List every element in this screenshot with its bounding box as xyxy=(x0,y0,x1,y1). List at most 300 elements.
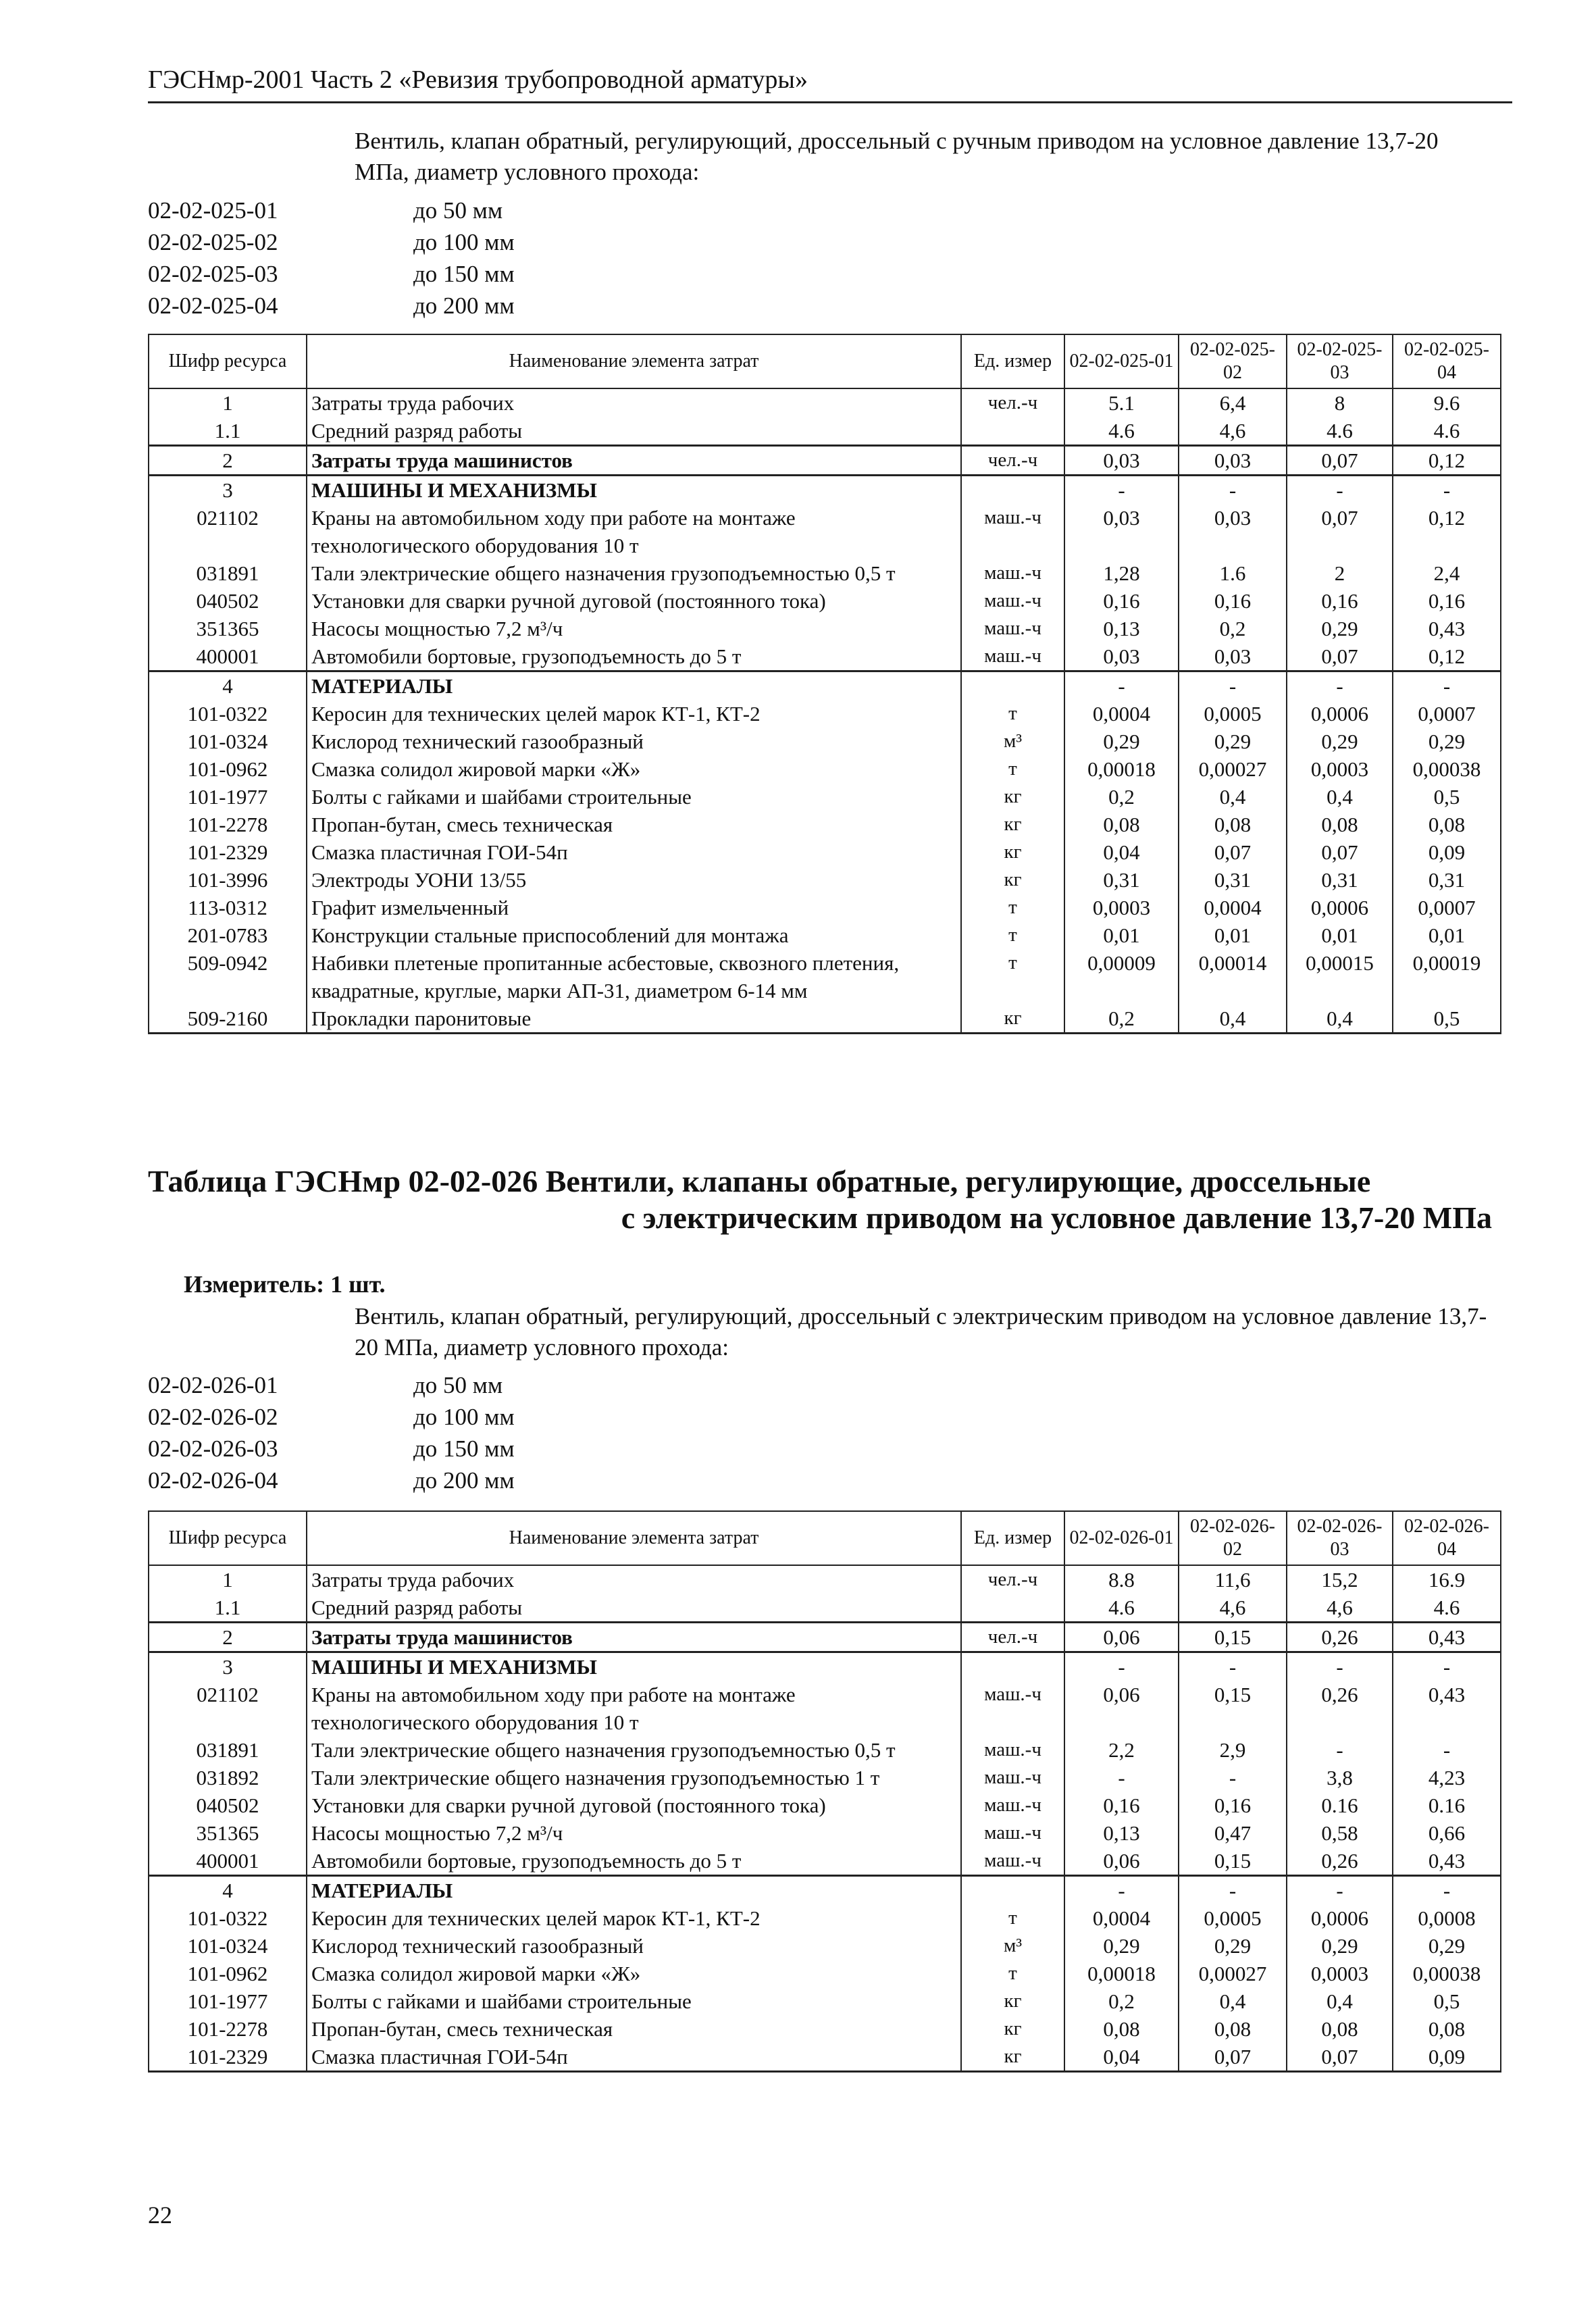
value-cell: 0,03 xyxy=(1064,642,1179,671)
cost-element-name: Установки для сварки ручной дуговой (постоянного тока) xyxy=(307,1791,961,1819)
value-cell: 16.9 xyxy=(1393,1565,1501,1594)
value-cell: 0,00009 xyxy=(1064,949,1179,1005)
value-cell: 0,58 xyxy=(1287,1819,1393,1847)
cost-element-name: Графит измельченный xyxy=(307,894,961,921)
value-cell: 0,07 xyxy=(1287,2043,1393,2072)
table-row xyxy=(149,1960,1501,1987)
resource-code: 509-0942 xyxy=(149,949,307,1005)
value-cell: 0,0004 xyxy=(1179,894,1287,921)
column-header: Наименование элемента затрат xyxy=(307,1511,961,1565)
value-cell: 0,0006 xyxy=(1287,1904,1393,1932)
value-cell: 0,4 xyxy=(1287,1005,1393,1034)
unit: т xyxy=(961,921,1064,949)
table-header-row xyxy=(149,334,1501,388)
table-row xyxy=(149,949,1501,1005)
unit: маш.-ч xyxy=(961,615,1064,642)
unit: кг xyxy=(961,811,1064,838)
page-number: 22 xyxy=(148,2202,172,2229)
cost-element-name: Набивки плетеные пропитанные асбестовые, сквозного плетения, квадратные, круглые, марки АП-31, диаметром 6-14 мм xyxy=(307,949,961,1005)
resource-code: 201-0783 xyxy=(149,921,307,949)
unit: т xyxy=(961,1904,1064,1932)
resource-table-026 xyxy=(148,1510,1501,2073)
value-cell: 0,12 xyxy=(1393,446,1501,476)
item-code: 02-02-025-04 xyxy=(148,293,278,319)
value-cell: 0,15 xyxy=(1179,1681,1287,1736)
table-row xyxy=(149,783,1501,811)
resource-code: 400001 xyxy=(149,1847,307,1876)
value-cell: - xyxy=(1287,1652,1393,1681)
value-cell: 0,0007 xyxy=(1393,894,1501,921)
value-cell: - xyxy=(1179,1764,1287,1791)
unit: м³ xyxy=(961,728,1064,755)
value-cell: 0,47 xyxy=(1179,1819,1287,1847)
value-cell: 0,5 xyxy=(1393,1987,1501,2015)
cost-element-name: Насосы мощностью 7,2 м³/ч xyxy=(307,1819,961,1847)
resource-code: 101-2329 xyxy=(149,838,307,866)
resource-code: 031891 xyxy=(149,1736,307,1764)
value-cell: 0,0004 xyxy=(1064,1904,1179,1932)
resource-code: 101-0324 xyxy=(149,1932,307,1960)
code-list-item xyxy=(148,226,515,258)
unit: маш.-ч xyxy=(961,1681,1064,1736)
table-row xyxy=(149,446,1501,476)
table-row xyxy=(149,1764,1501,1791)
code-list-item xyxy=(148,1465,515,1496)
value-cell: 0,08 xyxy=(1064,811,1179,838)
unit: кг xyxy=(961,2043,1064,2072)
cost-element-name: Смазка пластичная ГОИ-54п xyxy=(307,2043,961,2072)
item-code: 02-02-025-02 xyxy=(148,229,278,255)
value-cell: 0,16 xyxy=(1179,1791,1287,1819)
resource-code: 2 xyxy=(149,446,307,476)
value-cell: 11,6 xyxy=(1179,1565,1287,1594)
item-description: до 50 мм xyxy=(413,1372,503,1398)
value-cell: 0,15 xyxy=(1179,1623,1287,1652)
table-row xyxy=(149,1594,1501,1623)
value-cell: 0,66 xyxy=(1393,1819,1501,1847)
resource-code: 031891 xyxy=(149,559,307,587)
unit: маш.-ч xyxy=(961,642,1064,671)
resource-code: 400001 xyxy=(149,642,307,671)
unit: т xyxy=(961,1960,1064,1987)
cost-element-name: Затраты труда машинистов xyxy=(307,446,961,476)
value-cell: 0,0003 xyxy=(1064,894,1179,921)
value-cell: - xyxy=(1287,671,1393,701)
running-header: ГЭСНмр-2001 Часть 2 «Ревизия трубопроводной арматуры» xyxy=(148,66,808,94)
value-cell: - xyxy=(1179,671,1287,701)
value-cell: 0,16 xyxy=(1064,587,1179,615)
resource-code: 1 xyxy=(149,1565,307,1594)
value-cell: 0,29 xyxy=(1179,728,1287,755)
value-cell: 0,4 xyxy=(1179,1987,1287,2015)
value-cell: 0,26 xyxy=(1287,1681,1393,1736)
table-row xyxy=(149,417,1501,446)
value-cell: 0,00027 xyxy=(1179,1960,1287,1987)
value-cell: - xyxy=(1393,1736,1501,1764)
value-cell: 0,03 xyxy=(1064,504,1179,559)
unit: кг xyxy=(961,1987,1064,2015)
value-cell: 0,07 xyxy=(1179,2043,1287,2072)
unit: маш.-ч xyxy=(961,1819,1064,1847)
item-description: до 100 мм xyxy=(413,1404,515,1430)
value-cell: 1,28 xyxy=(1064,559,1179,587)
value-cell: 0,29 xyxy=(1064,728,1179,755)
resource-code: 101-0322 xyxy=(149,1904,307,1932)
unit: т xyxy=(961,894,1064,921)
value-cell: 2 xyxy=(1287,559,1393,587)
code-list-item xyxy=(148,258,515,290)
value-cell: 0,0004 xyxy=(1064,700,1179,728)
column-header: 02-02-025-01 xyxy=(1064,334,1179,388)
value-cell: 0,4 xyxy=(1179,1005,1287,1034)
item-description: до 50 мм xyxy=(413,197,503,224)
resource-code: 031892 xyxy=(149,1764,307,1791)
resource-code: 101-1977 xyxy=(149,1987,307,2015)
value-cell: 0,2 xyxy=(1064,783,1179,811)
cost-element-name: МАТЕРИАЛЫ xyxy=(307,671,961,701)
value-cell: 0,0003 xyxy=(1287,755,1393,783)
value-cell: 0,4 xyxy=(1287,1987,1393,2015)
table-row xyxy=(149,894,1501,921)
unit: маш.-ч xyxy=(961,1847,1064,1876)
value-cell: 0,29 xyxy=(1287,1932,1393,1960)
unit: кг xyxy=(961,1005,1064,1034)
cost-element-name: Керосин для технических целей марок КТ-1, КТ-2 xyxy=(307,1904,961,1932)
resource-code: 101-0962 xyxy=(149,755,307,783)
value-cell: 4.6 xyxy=(1287,417,1393,446)
value-cell: 0,04 xyxy=(1064,2043,1179,2072)
value-cell: - xyxy=(1179,1876,1287,1905)
value-cell: 0,04 xyxy=(1064,838,1179,866)
table-row xyxy=(149,2015,1501,2043)
table-row xyxy=(149,1623,1501,1652)
resource-code: 4 xyxy=(149,671,307,701)
table-title-line1: Таблица ГЭСНмр 02-02-026 Вентили, клапаны обратные, регулирующие, дроссельные xyxy=(148,1164,1371,1198)
value-cell: 0,08 xyxy=(1064,2015,1179,2043)
unit: маш.-ч xyxy=(961,504,1064,559)
unit xyxy=(961,1594,1064,1623)
table-row xyxy=(149,700,1501,728)
cost-element-name: Прокладки паронитовые xyxy=(307,1005,961,1034)
value-cell: 4,6 xyxy=(1179,1594,1287,1623)
table-row xyxy=(149,1681,1501,1736)
resource-code: 021102 xyxy=(149,1681,307,1736)
unit: чел.-ч xyxy=(961,1623,1064,1652)
cost-element-name: Тали электрические общего назначения грузоподъемностью 0,5 т xyxy=(307,1736,961,1764)
value-cell: 4.6 xyxy=(1393,1594,1501,1623)
value-cell: 0,12 xyxy=(1393,504,1501,559)
value-cell: 0,0006 xyxy=(1287,894,1393,921)
unit: кг xyxy=(961,2015,1064,2043)
value-cell: 15,2 xyxy=(1287,1565,1393,1594)
value-cell: 4.6 xyxy=(1064,417,1179,446)
value-cell: 3,8 xyxy=(1287,1764,1393,1791)
value-cell: 0,29 xyxy=(1393,1932,1501,1960)
value-cell: - xyxy=(1393,1876,1501,1905)
cost-element-name: Смазка пластичная ГОИ-54п xyxy=(307,838,961,866)
value-cell: 0,16 xyxy=(1287,587,1393,615)
table-row xyxy=(149,587,1501,615)
value-cell: 0,01 xyxy=(1393,921,1501,949)
value-cell: 9.6 xyxy=(1393,388,1501,417)
item-code: 02-02-026-02 xyxy=(148,1404,278,1430)
value-cell: 0,2 xyxy=(1064,1005,1179,1034)
resource-code: 040502 xyxy=(149,587,307,615)
value-cell: 0,26 xyxy=(1287,1847,1393,1876)
cost-element-name: Смазка солидол жировой марки «Ж» xyxy=(307,755,961,783)
section2-code-list xyxy=(148,1369,515,1496)
section2-intro: Вентиль, клапан обратный, регулирующий, дроссельный с электрическим приводом на условное давление 13,7-20 МПа, диаметр условного прохода: xyxy=(355,1303,1487,1361)
table-row xyxy=(149,1791,1501,1819)
value-cell: 0.16 xyxy=(1393,1791,1501,1819)
column-header: 02-02-026-01 xyxy=(1064,1511,1179,1565)
cost-element-name: МАШИНЫ И МЕХАНИЗМЫ xyxy=(307,1652,961,1681)
section1-code-list xyxy=(148,195,515,322)
value-cell: 0,01 xyxy=(1179,921,1287,949)
column-header: 02-02-026-02 xyxy=(1179,1511,1287,1565)
unit xyxy=(961,417,1064,446)
value-cell: - xyxy=(1179,1652,1287,1681)
resource-code: 101-2278 xyxy=(149,811,307,838)
value-cell: 0,00027 xyxy=(1179,755,1287,783)
value-cell: 4.6 xyxy=(1064,1594,1179,1623)
header-divider xyxy=(148,101,1512,103)
table-row xyxy=(149,921,1501,949)
unit: т xyxy=(961,949,1064,1005)
value-cell: 0,16 xyxy=(1179,587,1287,615)
value-cell: 0,03 xyxy=(1179,642,1287,671)
value-cell: 0,06 xyxy=(1064,1623,1179,1652)
column-header: 02-02-025-02 xyxy=(1179,334,1287,388)
value-cell: 0,29 xyxy=(1287,728,1393,755)
value-cell: - xyxy=(1064,476,1179,505)
code-list-item xyxy=(148,1401,515,1433)
table-row xyxy=(149,1005,1501,1034)
code-list-item xyxy=(148,290,515,322)
table-row xyxy=(149,388,1501,417)
cost-element-name: МАШИНЫ И МЕХАНИЗМЫ xyxy=(307,476,961,505)
unit: т xyxy=(961,700,1064,728)
resource-code: 101-2278 xyxy=(149,2015,307,2043)
unit xyxy=(961,671,1064,701)
item-description: до 150 мм xyxy=(413,261,515,287)
item-code: 02-02-026-01 xyxy=(148,1372,278,1398)
table-row xyxy=(149,1876,1501,1905)
value-cell: 0,09 xyxy=(1393,838,1501,866)
value-cell: 0,07 xyxy=(1287,446,1393,476)
value-cell: 0,0008 xyxy=(1393,1904,1501,1932)
cost-element-name: Конструкции стальные приспособлений для монтажа xyxy=(307,921,961,949)
unit xyxy=(961,476,1064,505)
table-row xyxy=(149,1736,1501,1764)
value-cell: - xyxy=(1287,1736,1393,1764)
resource-table-025 xyxy=(148,334,1501,1034)
cost-element-name: Краны на автомобильном ходу при работе на монтаже технологического оборудования 10 т xyxy=(307,504,961,559)
value-cell: 0,06 xyxy=(1064,1681,1179,1736)
column-header: Наименование элемента затрат xyxy=(307,334,961,388)
unit: маш.-ч xyxy=(961,1764,1064,1791)
value-cell: 2,4 xyxy=(1393,559,1501,587)
item-description: до 200 мм xyxy=(413,293,515,319)
resource-code: 101-0324 xyxy=(149,728,307,755)
column-header: 02-02-026-04 xyxy=(1393,1511,1501,1565)
measure-unit: Измеритель: 1 шт. xyxy=(184,1271,386,1298)
value-cell: 0,08 xyxy=(1393,2015,1501,2043)
unit: чел.-ч xyxy=(961,1565,1064,1594)
value-cell: 0,5 xyxy=(1393,783,1501,811)
value-cell: 0,06 xyxy=(1064,1847,1179,1876)
cost-element-name: Краны на автомобильном ходу при работе на монтаже технологического оборудования 10 т xyxy=(307,1681,961,1736)
value-cell: 2,9 xyxy=(1179,1736,1287,1764)
cost-element-name: Насосы мощностью 7,2 м³/ч xyxy=(307,615,961,642)
value-cell: 0,08 xyxy=(1393,811,1501,838)
table-row xyxy=(149,1904,1501,1932)
code-list-item xyxy=(148,1369,515,1401)
item-code: 02-02-025-03 xyxy=(148,261,278,287)
value-cell: 0,03 xyxy=(1179,504,1287,559)
column-header: Ед. измер xyxy=(961,334,1064,388)
resource-code: 2 xyxy=(149,1623,307,1652)
value-cell: 0,15 xyxy=(1179,1847,1287,1876)
value-cell: 0,2 xyxy=(1179,615,1287,642)
value-cell: 0,29 xyxy=(1393,728,1501,755)
value-cell: 6,4 xyxy=(1179,388,1287,417)
cost-element-name: Установки для сварки ручной дуговой (постоянного тока) xyxy=(307,587,961,615)
value-cell: - xyxy=(1393,1652,1501,1681)
resource-code: 1.1 xyxy=(149,417,307,446)
value-cell: 0,16 xyxy=(1064,1791,1179,1819)
value-cell: - xyxy=(1064,1764,1179,1791)
resource-code: 021102 xyxy=(149,504,307,559)
unit: кг xyxy=(961,783,1064,811)
table-row xyxy=(149,866,1501,894)
unit: т xyxy=(961,755,1064,783)
value-cell: 1.6 xyxy=(1179,559,1287,587)
value-cell: 0,00014 xyxy=(1179,949,1287,1005)
column-header: Ед. измер xyxy=(961,1511,1064,1565)
value-cell: 0,43 xyxy=(1393,615,1501,642)
resource-code: 101-1977 xyxy=(149,783,307,811)
resource-code: 3 xyxy=(149,1652,307,1681)
value-cell: 0,09 xyxy=(1393,2043,1501,2072)
value-cell: 0,00019 xyxy=(1393,949,1501,1005)
value-cell: 0,31 xyxy=(1179,866,1287,894)
resource-code: 509-2160 xyxy=(149,1005,307,1034)
table-row xyxy=(149,476,1501,505)
value-cell: 0,43 xyxy=(1393,1681,1501,1736)
value-cell: 0,4 xyxy=(1179,783,1287,811)
table-row xyxy=(149,1565,1501,1594)
value-cell: 4,6 xyxy=(1287,1594,1393,1623)
value-cell: 4,6 xyxy=(1179,417,1287,446)
code-list-item xyxy=(148,1433,515,1465)
value-cell: 0,29 xyxy=(1179,1932,1287,1960)
value-cell: 0,07 xyxy=(1287,642,1393,671)
unit: м³ xyxy=(961,1932,1064,1960)
value-cell: 0,31 xyxy=(1287,866,1393,894)
item-code: 02-02-026-03 xyxy=(148,1435,278,1462)
value-cell: 0,07 xyxy=(1287,838,1393,866)
resource-code: 1.1 xyxy=(149,1594,307,1623)
table-row xyxy=(149,2043,1501,2072)
cost-element-name: Автомобили бортовые, грузоподъемность до 5 т xyxy=(307,1847,961,1876)
value-cell: 0,16 xyxy=(1393,587,1501,615)
cost-element-name: Пропан-бутан, смесь техническая xyxy=(307,811,961,838)
value-cell: - xyxy=(1179,476,1287,505)
resource-code: 113-0312 xyxy=(149,894,307,921)
unit: маш.-ч xyxy=(961,587,1064,615)
value-cell: 8.8 xyxy=(1064,1565,1179,1594)
column-header: 02-02-025-04 xyxy=(1393,334,1501,388)
value-cell: 0,08 xyxy=(1179,2015,1287,2043)
table-row xyxy=(149,615,1501,642)
cost-element-name: Затраты труда машинистов xyxy=(307,1623,961,1652)
table-row xyxy=(149,728,1501,755)
value-cell: 0,00015 xyxy=(1287,949,1393,1005)
value-cell: 0,5 xyxy=(1393,1005,1501,1034)
cost-element-name: Средний разряд работы xyxy=(307,1594,961,1623)
table-header-row xyxy=(149,1511,1501,1565)
section1-intro: Вентиль, клапан обратный, регулирующий, дроссельный с ручным приводом на условное давление 13,7-20 МПа, диаметр условного прохода: xyxy=(355,128,1439,185)
value-cell: 0,0005 xyxy=(1179,1904,1287,1932)
resource-code: 351365 xyxy=(149,615,307,642)
value-cell: 0,00038 xyxy=(1393,755,1501,783)
value-cell: - xyxy=(1287,1876,1393,1905)
table-row xyxy=(149,559,1501,587)
value-cell: - xyxy=(1064,1876,1179,1905)
unit: кг xyxy=(961,866,1064,894)
unit xyxy=(961,1652,1064,1681)
value-cell: 0,03 xyxy=(1179,446,1287,476)
table-row xyxy=(149,755,1501,783)
value-cell: 0,0006 xyxy=(1287,700,1393,728)
unit: чел.-ч xyxy=(961,446,1064,476)
value-cell: 0,26 xyxy=(1287,1623,1393,1652)
cost-element-name: Тали электрические общего назначения грузоподъемностью 0,5 т xyxy=(307,559,961,587)
value-cell: 0,31 xyxy=(1393,866,1501,894)
cost-element-name: Пропан-бутан, смесь техническая xyxy=(307,2015,961,2043)
table-row xyxy=(149,811,1501,838)
value-cell: 0,29 xyxy=(1287,615,1393,642)
value-cell: 8 xyxy=(1287,388,1393,417)
unit: маш.-ч xyxy=(961,559,1064,587)
value-cell: 4.6 xyxy=(1393,417,1501,446)
resource-code: 1 xyxy=(149,388,307,417)
cost-element-name: Тали электрические общего назначения грузоподъемностью 1 т xyxy=(307,1764,961,1791)
table-title xyxy=(148,1163,1499,1236)
value-cell: - xyxy=(1393,671,1501,701)
cost-element-name: Автомобили бортовые, грузоподъемность до 5 т xyxy=(307,642,961,671)
cost-element-name: Электроды УОНИ 13/55 xyxy=(307,866,961,894)
value-cell: 0,29 xyxy=(1064,1932,1179,1960)
value-cell: 0,08 xyxy=(1287,2015,1393,2043)
cost-element-name: Затраты труда рабочих xyxy=(307,1565,961,1594)
value-cell: 0,01 xyxy=(1064,921,1179,949)
cost-element-name: Средний разряд работы xyxy=(307,417,961,446)
item-description: до 100 мм xyxy=(413,229,515,255)
value-cell: 0,08 xyxy=(1179,811,1287,838)
value-cell: 0,12 xyxy=(1393,642,1501,671)
resource-code: 3 xyxy=(149,476,307,505)
cost-element-name: Смазка солидол жировой марки «Ж» xyxy=(307,1960,961,1987)
cost-element-name: Кислород технический газообразный xyxy=(307,1932,961,1960)
table-row xyxy=(149,1932,1501,1960)
value-cell: 0,01 xyxy=(1287,921,1393,949)
value-cell: - xyxy=(1064,671,1179,701)
value-cell: - xyxy=(1064,1652,1179,1681)
table-title-line2: с электрическим приводом на условное давление 13,7-20 МПа xyxy=(621,1200,1492,1235)
value-cell: - xyxy=(1393,476,1501,505)
